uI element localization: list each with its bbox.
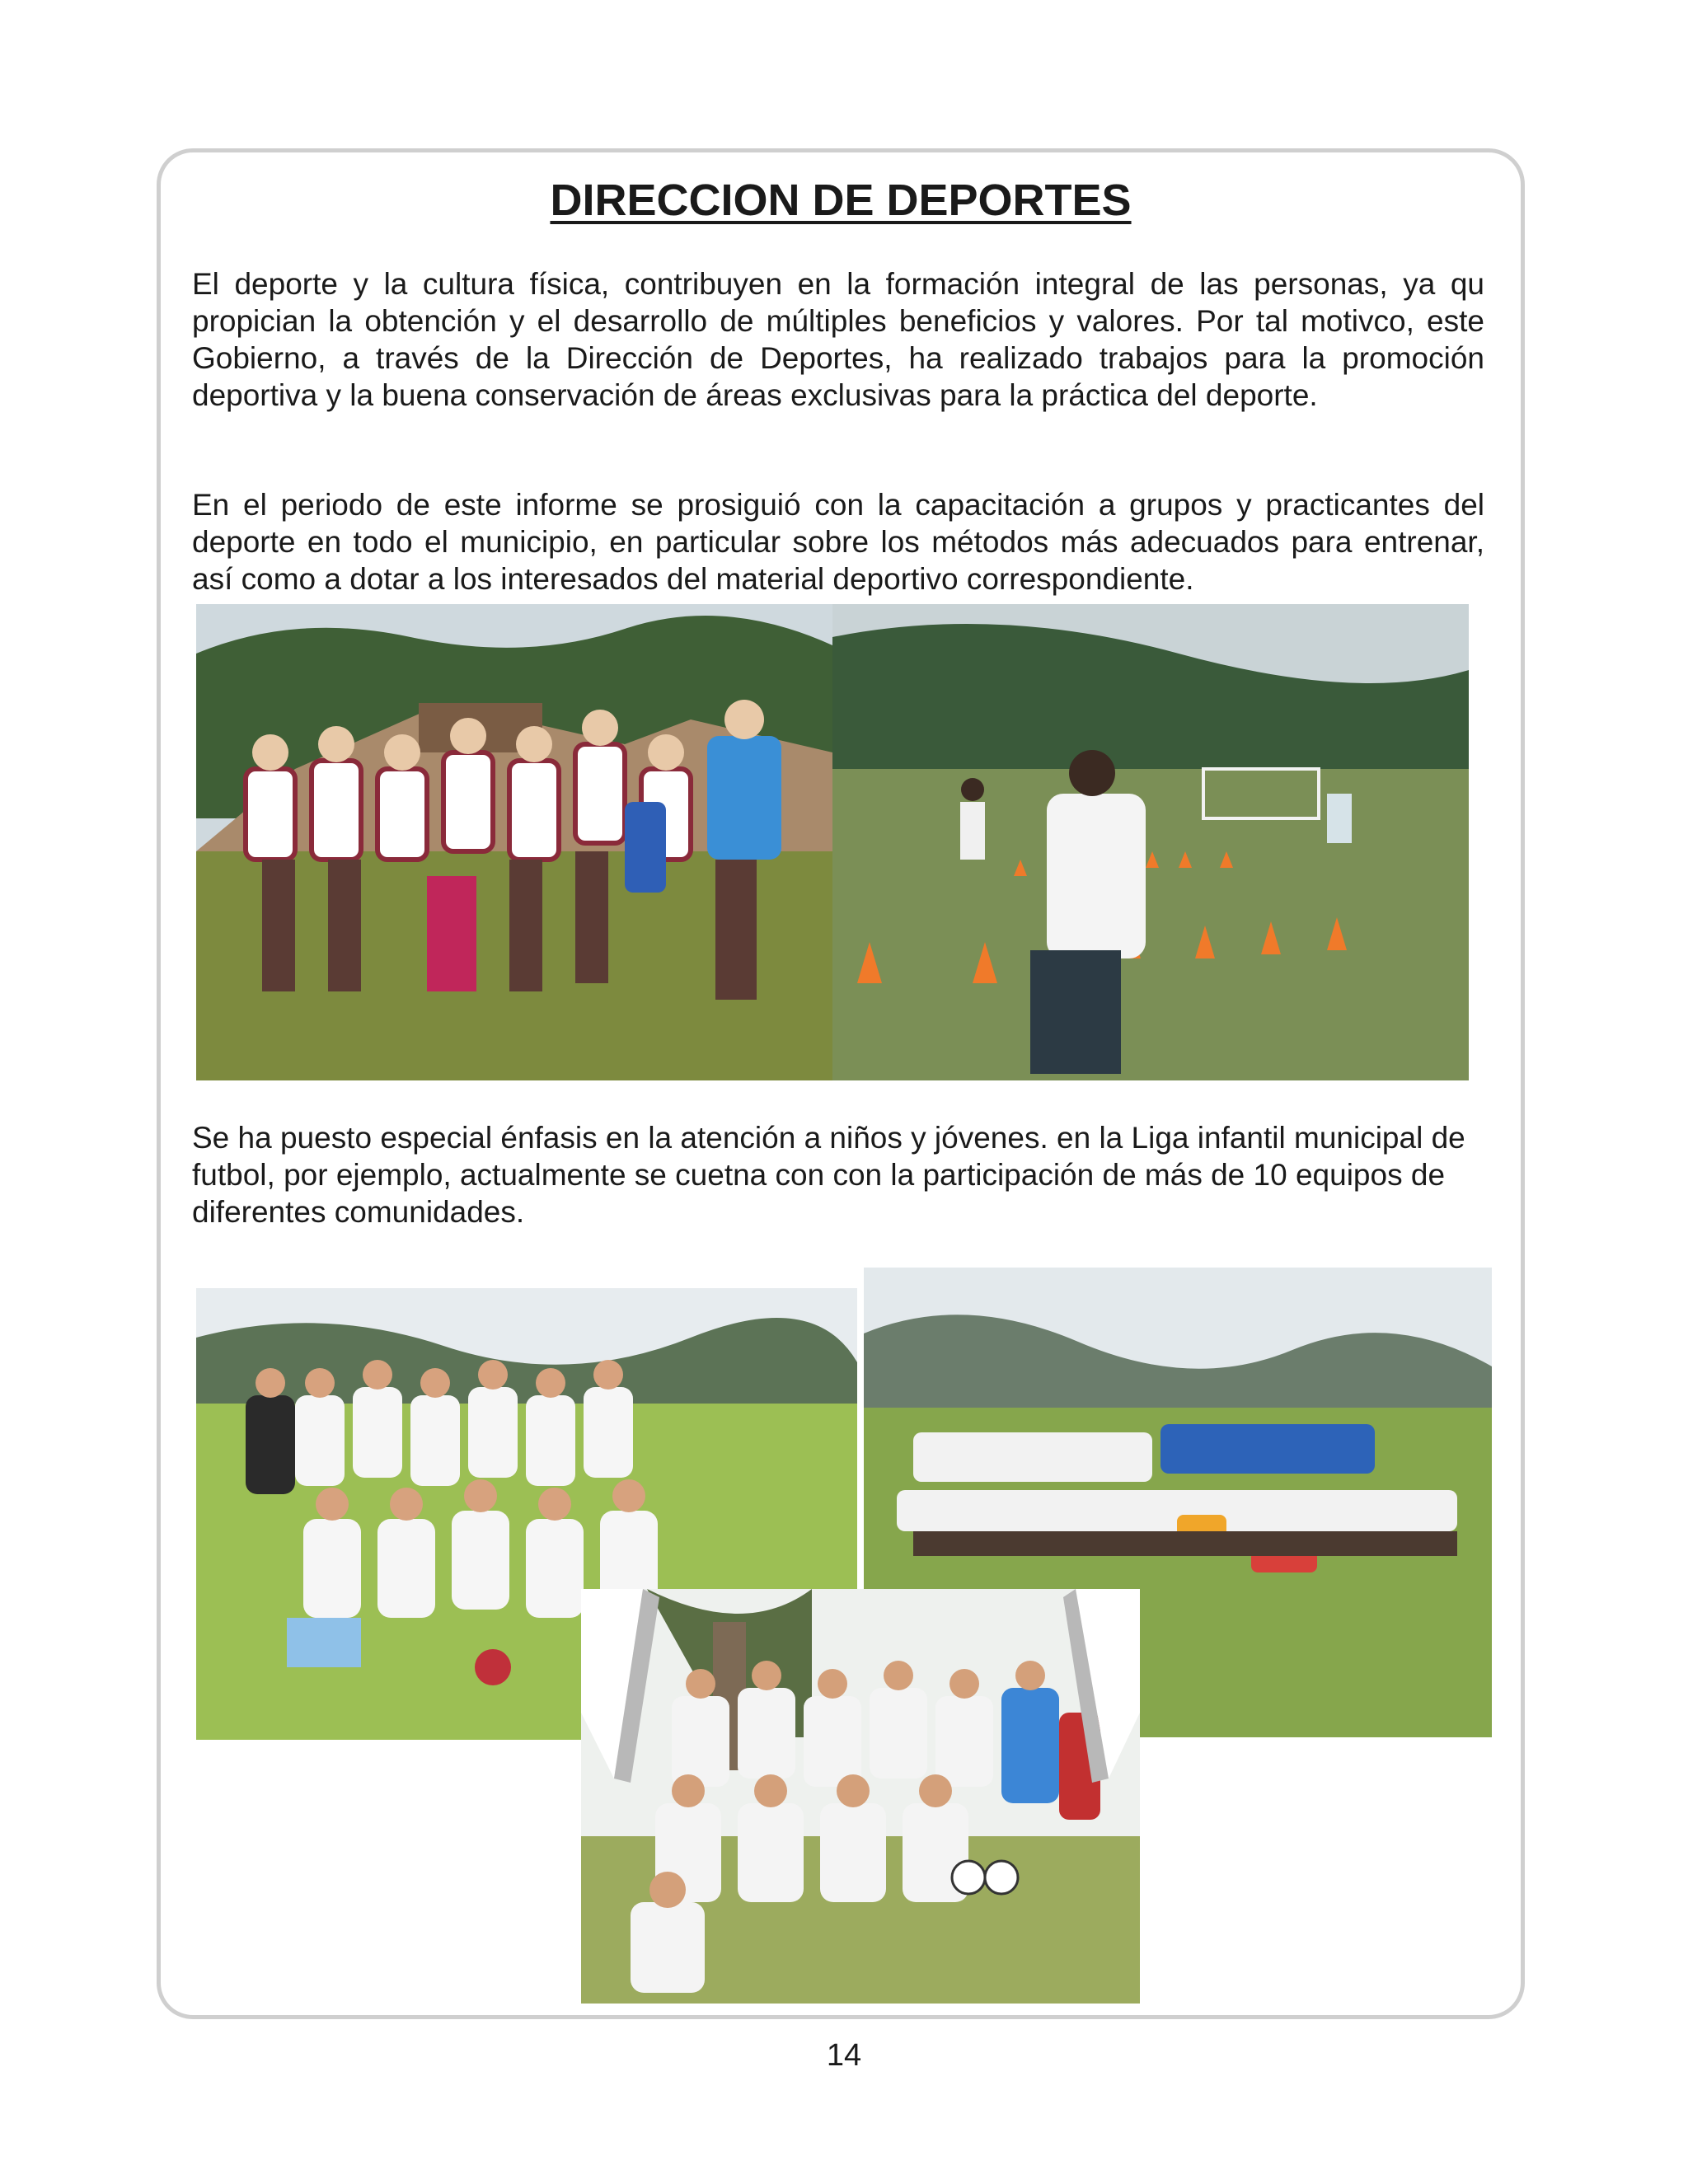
paragraph-youth-league: Se ha puesto especial énfasis en la atención a niños y jóvenes. en la Liga infantil municipal de futbol, por ejemplo, actualmente se cuetna con con la participación de más de 10 equipos de diferentes comunidades.: [192, 1121, 1465, 1229]
page-title: DIRECCION DE DEPORTES: [550, 176, 1132, 225]
paragraph-intro: El deporte y la cultura física, contribuyen en la formación integral de las personas, ya qu propician la obtención y el desarrollo de múltiples beneficios y valores. Por tal motivco, este Gobierno, a través de la Dirección de Deportes, ha realizado trabajos para la promoción deportiva y la buena conservación de áreas exclusivas para la práctica del deporte.: [192, 267, 1484, 412]
paragraph-training: En el periodo de este informe se prosiguió con la capacitación a grupos y practicantes del deporte en todo el municipio, en particular sobre los métodos más adecuados para entrenar, así como a dotar a los interesados del material deportivo correspondiente.: [192, 488, 1484, 596]
page-number: 14: [826, 2038, 862, 2073]
photo-group-hillside: [196, 604, 832, 1080]
photo-training-field: [832, 604, 1469, 1080]
photo-trophy-group: [581, 1589, 1140, 2004]
